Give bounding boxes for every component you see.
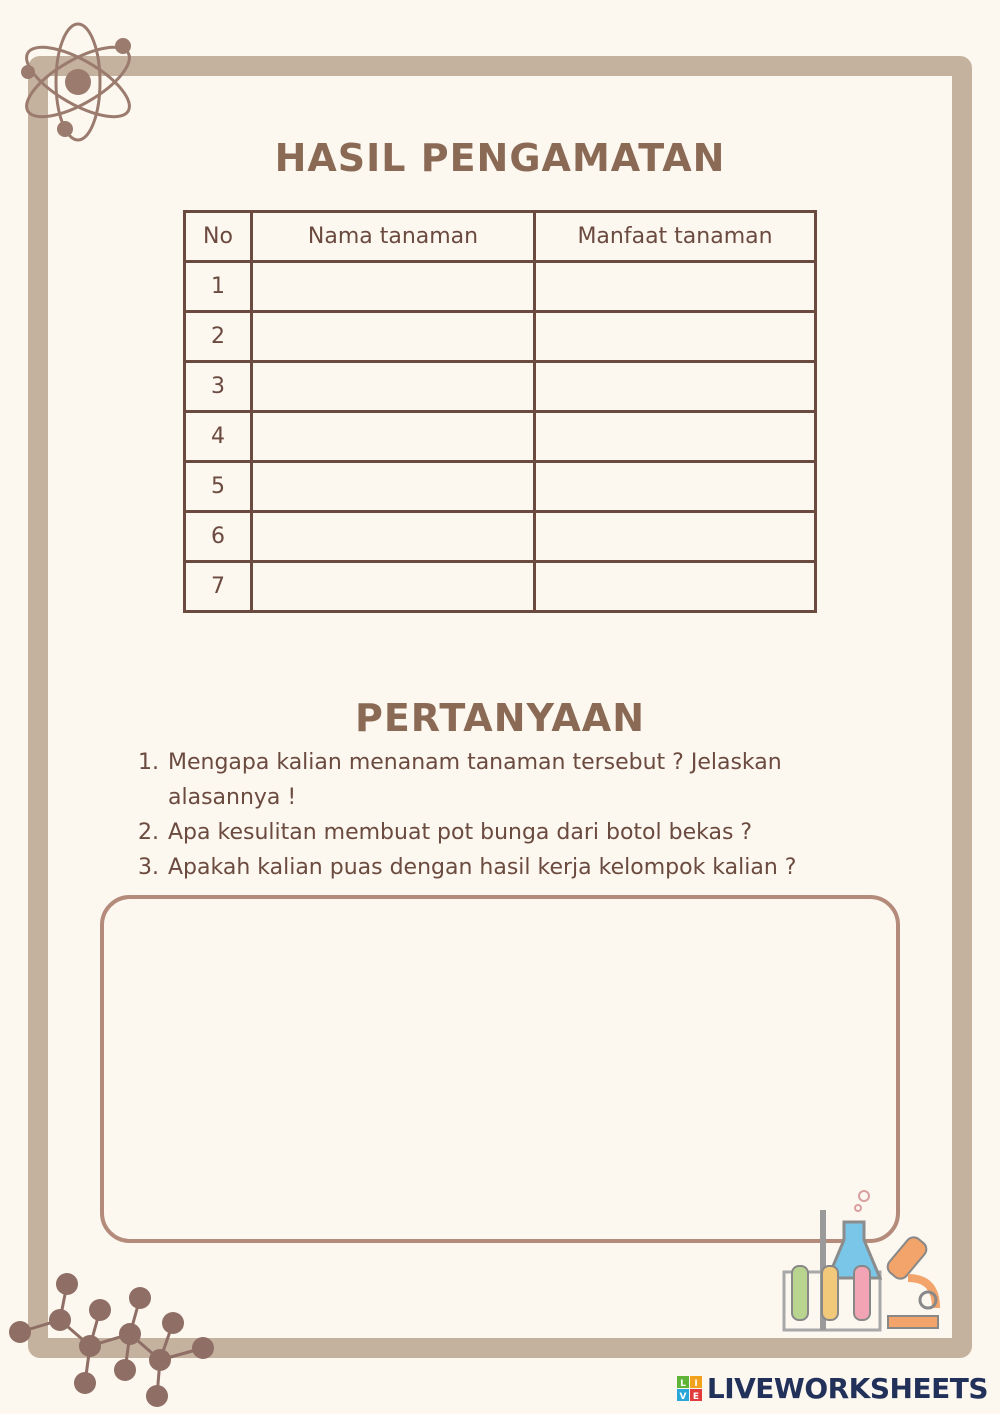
column-header-manfaat: Manfaat tanaman: [535, 212, 816, 262]
table-row: [185, 362, 816, 412]
manfaat-cell[interactable]: [535, 512, 816, 562]
table-row: [185, 262, 816, 312]
table-row: [185, 412, 816, 462]
row-number: 4: [185, 412, 252, 462]
nama-cell[interactable]: [252, 512, 535, 562]
liveworksheets-logo: [677, 1372, 988, 1405]
manfaat-cell[interactable]: [535, 412, 816, 462]
table-row: [185, 562, 816, 612]
svg-text:I: I: [694, 1378, 698, 1389]
table-row: [185, 512, 816, 562]
molecule-icon: [5, 1268, 220, 1414]
table-header-row: [185, 212, 816, 262]
row-number: 7: [185, 562, 252, 612]
nama-cell[interactable]: [252, 412, 535, 462]
nama-cell[interactable]: [252, 562, 535, 612]
brand-name: LIVEWORKSHEETS: [706, 1372, 988, 1405]
manfaat-cell[interactable]: [535, 362, 816, 412]
nama-cell[interactable]: [252, 312, 535, 362]
manfaat-cell[interactable]: [535, 462, 816, 512]
svg-text:L: L: [680, 1378, 686, 1389]
svg-text:E: E: [692, 1391, 699, 1402]
questions-title: PERTANYAAN: [354, 696, 646, 740]
nama-cell[interactable]: [252, 462, 535, 512]
question-item: 2. Apa kesulitan membuat pot bunga dari botol bekas ?: [166, 815, 886, 850]
column-header-no: No: [185, 212, 252, 262]
column-header-nama: Nama tanaman: [252, 212, 535, 262]
questions-list: [140, 745, 886, 885]
nama-cell[interactable]: [252, 262, 535, 312]
nama-cell[interactable]: [252, 362, 535, 412]
page-title: HASIL PENGAMATAN: [274, 136, 726, 180]
table-row: [185, 462, 816, 512]
manfaat-cell[interactable]: [535, 312, 816, 362]
row-number: 3: [185, 362, 252, 412]
question-item: 3. Apakah kalian puas dengan hasil kerja kelompok kalian ?: [166, 850, 886, 885]
row-number: 5: [185, 462, 252, 512]
observation-table: [183, 210, 817, 613]
question-item: 1. Mengapa kalian menanam tanaman tersebut ? Jelaskan alasannya !: [166, 745, 886, 815]
atom-icon: [10, 22, 140, 142]
lab-equipment-icon: [780, 1188, 945, 1336]
row-number: 2: [185, 312, 252, 362]
liveworksheets-badge-icon: [677, 1376, 703, 1402]
manfaat-cell[interactable]: [535, 562, 816, 612]
manfaat-cell[interactable]: [535, 262, 816, 312]
row-number: 6: [185, 512, 252, 562]
table-row: [185, 312, 816, 362]
svg-text:V: V: [679, 1391, 687, 1402]
row-number: 1: [185, 262, 252, 312]
